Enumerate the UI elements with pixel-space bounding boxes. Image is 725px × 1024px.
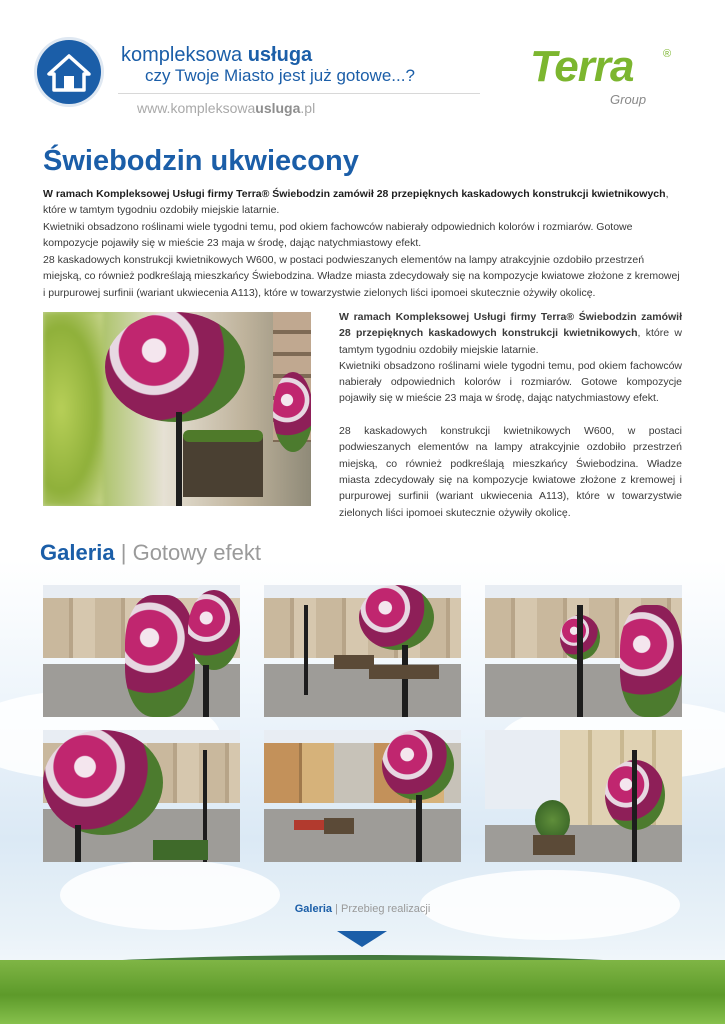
gallery-photo[interactable] <box>43 730 240 862</box>
footer-caption: Galeria | Przebieg realizacji <box>294 903 431 915</box>
house-icon <box>37 40 101 104</box>
paragraph-2: Kwietniki obsadzono roślinami wiele tygodni temu, pod okiem fachowców nabierały odpowiednich kolorów i rozmiarów. Gotowe kompozycje pojawiły się w mieście 23 maja w środę, dając natychmiastowy efekt. <box>43 221 633 250</box>
main-photo <box>43 312 311 506</box>
paragraph-3: 28 kaskadowych konstrukcji kwietnikowych W600, w postaci podwieszanych elementów na lampy atrakcyjnie ozdobiło przestrzeń miejską, co również podkreślają mieszkańcy Świebodzina. Władze miasta zdecydowały się na kompozycje kwiatowe złożone z kremowej i purpurowej surfinii (wariant ukwiecenia A113), które w towarzystwie zielonych liści ipomoei skutecznie ożywiły okolicę. <box>43 254 680 299</box>
registered-mark: ® <box>663 48 672 60</box>
triangle-down-icon[interactable] <box>337 931 387 947</box>
tagline: kompleksowa usługa <box>121 44 313 66</box>
page-title: Świebodzin ukwiecony <box>43 145 359 177</box>
gallery-heading: Galeria | Gotowy efekt <box>40 540 261 565</box>
gallery-photo[interactable] <box>485 585 682 717</box>
cloud <box>60 860 280 930</box>
header-divider <box>118 93 480 94</box>
gallery-photo[interactable] <box>264 730 461 862</box>
brand-sub: Group <box>610 92 647 107</box>
tagline-sub: czy Twoje Miasto jest już gotowe...? <box>145 66 415 85</box>
website-link[interactable]: www.kompleksowausluga.pl <box>137 100 316 116</box>
green-field <box>0 960 725 1024</box>
home-logo[interactable] <box>37 40 101 104</box>
brand-logo: Terra <box>530 42 634 91</box>
gallery-photo[interactable] <box>264 585 461 717</box>
gallery-photo[interactable] <box>43 585 240 717</box>
gallery-photo[interactable] <box>485 730 682 862</box>
photo-caption-text: W ramach Kompleksowej Usługi firmy Terra® Świebodzin zamówił 28 przepięknych kaskadowych konstrukcji kwietnikowych, które w tamtym tygodniu ozdobiły miejskie latarnie. Kwietniki obsadzono roślinami wiele tygodni temu, pod okiem fachowców nabierały odpowiednich kolorów i rozmiarów. Gotowe kompozycje pojawiły się w mieście 23 maja w środę, dając natychmiastowy efekt. 28 kaskadowych konstrukcji kwietnikowych W600, w postaci podwieszanych elementów na lampy atrakcyjnie ozdobiło przestrzeń miejską, co również podkreślają mieszkańcy Świebodzina. Władze miasta zdecydowały się na kompozycje kwiatowe złożone z kremowej i purpurowej surfinii (wariant ukwiecenia A113), które w towarzystwie zielonych liści ipomoei skutecznie ożywiły okolicę. <box>339 311 682 519</box>
intro-paragraph: W ramach Kompleksowej Usługi firmy Terra® Świebodzin zamówił 28 przepięknych kaskadowych konstrukcji kwietnikowych, które w tamtym tygodniu ozdobiły miejskie latarnie. <box>43 188 669 217</box>
